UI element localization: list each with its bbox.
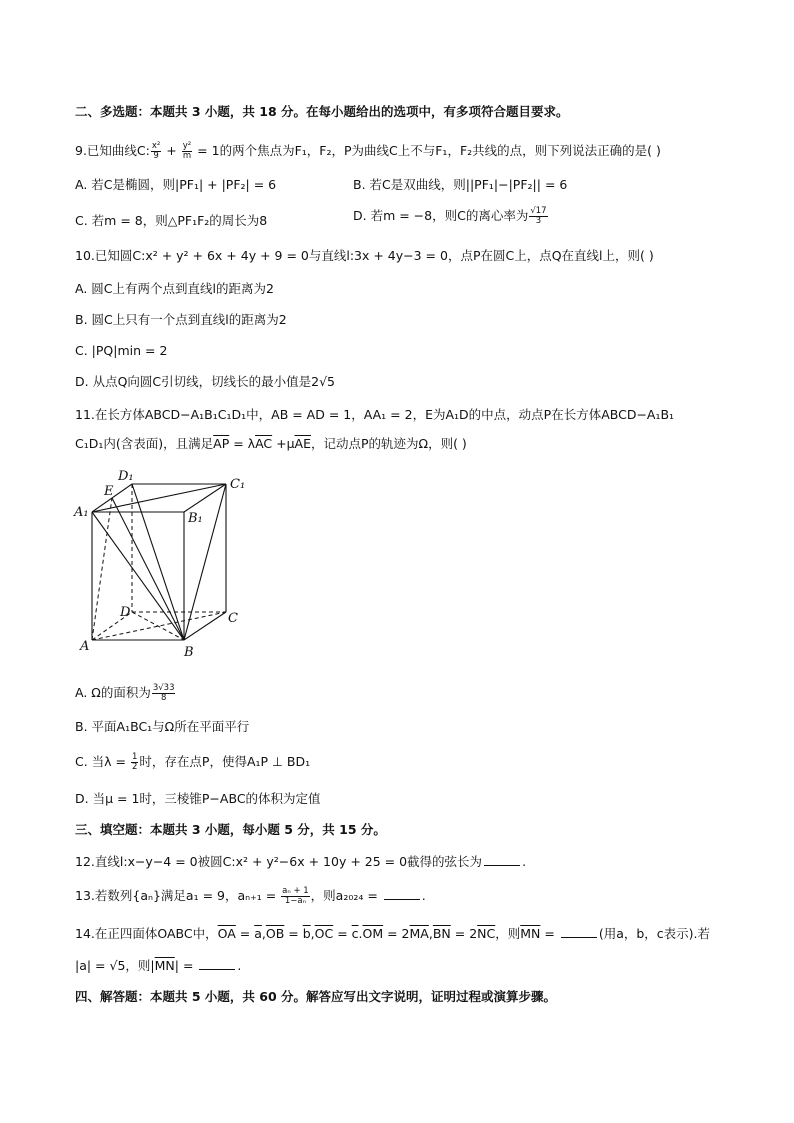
q11-stem-line2-b: ，记动点P的轨迹为Ω，则( )	[310, 436, 467, 451]
q10-option-d: D. 从点Q向圆C引切线，切线长的最小值是2√5	[75, 374, 336, 389]
q14-eq-a: =	[235, 926, 255, 941]
section-2-heading: 二、多选题：本题共 3 小题，共 18 分。在每小题给出的选项中，有多项符合题目要求。	[75, 104, 569, 119]
q14-eq-c: =	[333, 926, 352, 941]
q14-eq-m: = 2	[383, 926, 410, 941]
label-a1: A₁	[74, 505, 89, 520]
q13-stem-a: 13.若数列{aₙ}满足a₁ = 9，aₙ₊₁ =	[75, 888, 281, 903]
q11-option-b: B. 平面A₁BC₁与Ω所在平面平行	[75, 719, 250, 734]
q13-stem-c: .	[421, 888, 426, 903]
q9-frac-y-num: y²	[182, 141, 192, 151]
q11-option-a-num: 3√33	[152, 683, 175, 693]
q14-line1-a: 14.在正四面体OABC中，	[75, 926, 218, 941]
q14-vector-ob: $\overline{OB}$	[265, 926, 285, 941]
q14-vector-mn: $\overline{MN}$	[520, 926, 541, 941]
q12-answer-blank[interactable]	[484, 853, 520, 866]
q9-fraction-x	[151, 142, 161, 161]
q14-vector-c: $\overline{c}$	[351, 926, 359, 941]
segment-a1-b	[92, 512, 184, 640]
q9-option-d-fraction	[529, 207, 547, 226]
q9-option-d-num: √17	[530, 206, 547, 216]
q14-then: ，则	[495, 926, 521, 941]
question-9-stem	[75, 142, 661, 161]
q14-dot-1: .	[358, 926, 363, 941]
q14-answer-blank-1[interactable]	[561, 925, 597, 938]
question-13	[75, 887, 426, 906]
label-c1: C₁	[230, 477, 246, 492]
q11-stem-line2-a: C₁D₁内(含表面)，且满足	[75, 436, 214, 451]
label-d1: D₁	[118, 469, 134, 484]
q9-option-d-den: 3	[535, 216, 542, 226]
question-10-stem: 10.已知圆C:x² + y² + 6x + 4y + 9 = 0与直线l:3x + 4y−3 = 0，点P在圆C上，点Q在直线l上，则( )	[75, 248, 654, 263]
q14-vector-om: $\overline{OM}$	[362, 926, 384, 941]
q11-option-a	[75, 684, 176, 703]
label-b1: B₁	[188, 511, 203, 526]
q9-fraction-y	[182, 142, 192, 161]
q13-frac-den: 1−aₙ	[284, 896, 306, 906]
q11-vector-ae: $\overline{AE}$	[294, 436, 311, 451]
q9-stem-b: = 1的两个焦点为F₁，F₂，P为曲线C上不与F₁，F₂共线的点，则下列说法正确的是( )	[193, 143, 661, 158]
q9-frac-x-den: 9	[153, 151, 159, 161]
q14-answer-blank-2[interactable]	[199, 957, 235, 970]
q10-option-c: C. |PQ|min = 2	[75, 343, 168, 358]
q9-option-a: A. 若C是椭圆，则|PF₁| + |PF₂| = 6	[75, 177, 277, 192]
question-14-line1	[75, 925, 710, 943]
q9-frac-y-den: m	[182, 151, 192, 161]
section-4-heading: 四、解答题：本题共 5 小题，共 60 分。解答应写出文字说明，证明过程或演算步骤。	[75, 989, 557, 1004]
q13-frac-num: aₙ + 1	[282, 886, 309, 896]
q14-comma-1: ,	[261, 926, 266, 941]
q14-line2-c: .	[237, 958, 242, 973]
question-12	[75, 853, 526, 871]
q11-option-c-fraction	[131, 753, 138, 772]
q11-option-a-fraction	[152, 684, 176, 703]
q13-answer-blank[interactable]	[384, 887, 420, 900]
q11-vector-ap: $\overline{AP}$	[213, 436, 230, 451]
q10-option-b: B. 圆C上只有一个点到直线l的距离为2	[75, 312, 287, 327]
q14-vector-a: $\overline{a}$	[254, 926, 262, 941]
q11-option-c-num: 1	[132, 752, 138, 762]
q14-vector-oa: $\overline{OA}$	[217, 926, 236, 941]
q11-eq-lambda: = λ	[229, 436, 256, 451]
q12-stem-b: .	[522, 854, 527, 869]
cuboid-figure	[70, 462, 250, 662]
label-d: D	[120, 605, 131, 620]
q9-option-b: B. 若C是双曲线，则||PF₁|−|PF₂|| = 6	[353, 177, 568, 192]
q14-eq-blank: =	[540, 926, 559, 941]
q11-vector-ac: $\overline{AC}$	[255, 436, 273, 451]
q14-vector-nc: $\overline{NC}$	[477, 926, 496, 941]
label-e: E	[104, 484, 114, 499]
q14-line2-b: | =	[174, 958, 198, 973]
q11-option-d: D. 当μ = 1时，三棱锥P−ABC的体积为定值	[75, 791, 321, 806]
question-14-line2	[75, 957, 241, 975]
q9-frac-x-num: x²	[151, 141, 161, 151]
q10-option-a: A. 圆C上有两个点到直线l的距离为2	[75, 281, 274, 296]
q11-plus-mu: +μ	[272, 436, 295, 451]
q13-stem-b: ，则a₂₀₂₄ =	[310, 888, 382, 903]
q11-option-c	[75, 753, 310, 772]
q14-vector-bn: $\overline{BN}$	[432, 926, 451, 941]
q14-vector-b: $\overline{b}$	[302, 926, 311, 941]
q11-option-c-prefix: C. 当λ =	[75, 754, 130, 769]
q14-eq-n: = 2	[450, 926, 478, 941]
label-a: A	[80, 639, 90, 654]
q11-option-a-den: 8	[160, 693, 167, 703]
question-11-stem-line2	[75, 435, 467, 453]
q14-comma-3: ,	[428, 926, 433, 941]
question-11-stem-line1: 11.在长方体ABCD−A₁B₁C₁D₁中，AB = AD = 1，AA₁ = 2，E为A₁D的中点，动点P在长方体ABCD−A₁B₁	[75, 407, 675, 422]
q9-option-d	[353, 207, 549, 226]
q14-vector-ma: $\overline{MA}$	[409, 926, 429, 941]
q14-comma-2: ,	[310, 926, 315, 941]
q14-line2-a: |a| = √5，则|	[75, 958, 155, 973]
label-c: C	[228, 611, 238, 626]
q9-stem-a: 9.已知曲线C:	[75, 143, 150, 158]
q13-fraction	[281, 887, 310, 906]
label-b: B	[184, 645, 194, 660]
hidden-segment-a-e	[92, 498, 112, 640]
section-3-heading: 三、填空题：本题共 3 小题，每小题 5 分，共 15 分。	[75, 822, 386, 837]
q9-option-c: C. 若m = 8，则△PF₁F₂的周长为8	[75, 213, 268, 228]
q14-vector-mn-2: $\overline{MN}$	[154, 958, 175, 973]
q11-option-c-suffix: 时，存在点P，使得A₁P ⊥ BD₁	[139, 754, 311, 769]
q9-plus: +	[162, 143, 181, 158]
q14-line1-b: (用a，b，c表示).若	[598, 926, 711, 941]
q9-option-d-prefix: D. 若m = −8，则C的离心率为	[353, 208, 529, 223]
q14-eq-b: =	[284, 926, 303, 941]
q11-option-a-prefix: A. Ω的面积为	[75, 685, 151, 700]
q12-stem-a: 12.直线l:x−y−4 = 0被圆C:x² + y²−6x + 10y + 25 = 0截得的弦长为	[75, 854, 483, 869]
q14-vector-oc: $\overline{OC}$	[314, 926, 334, 941]
q11-option-c-den: 2	[132, 762, 138, 772]
